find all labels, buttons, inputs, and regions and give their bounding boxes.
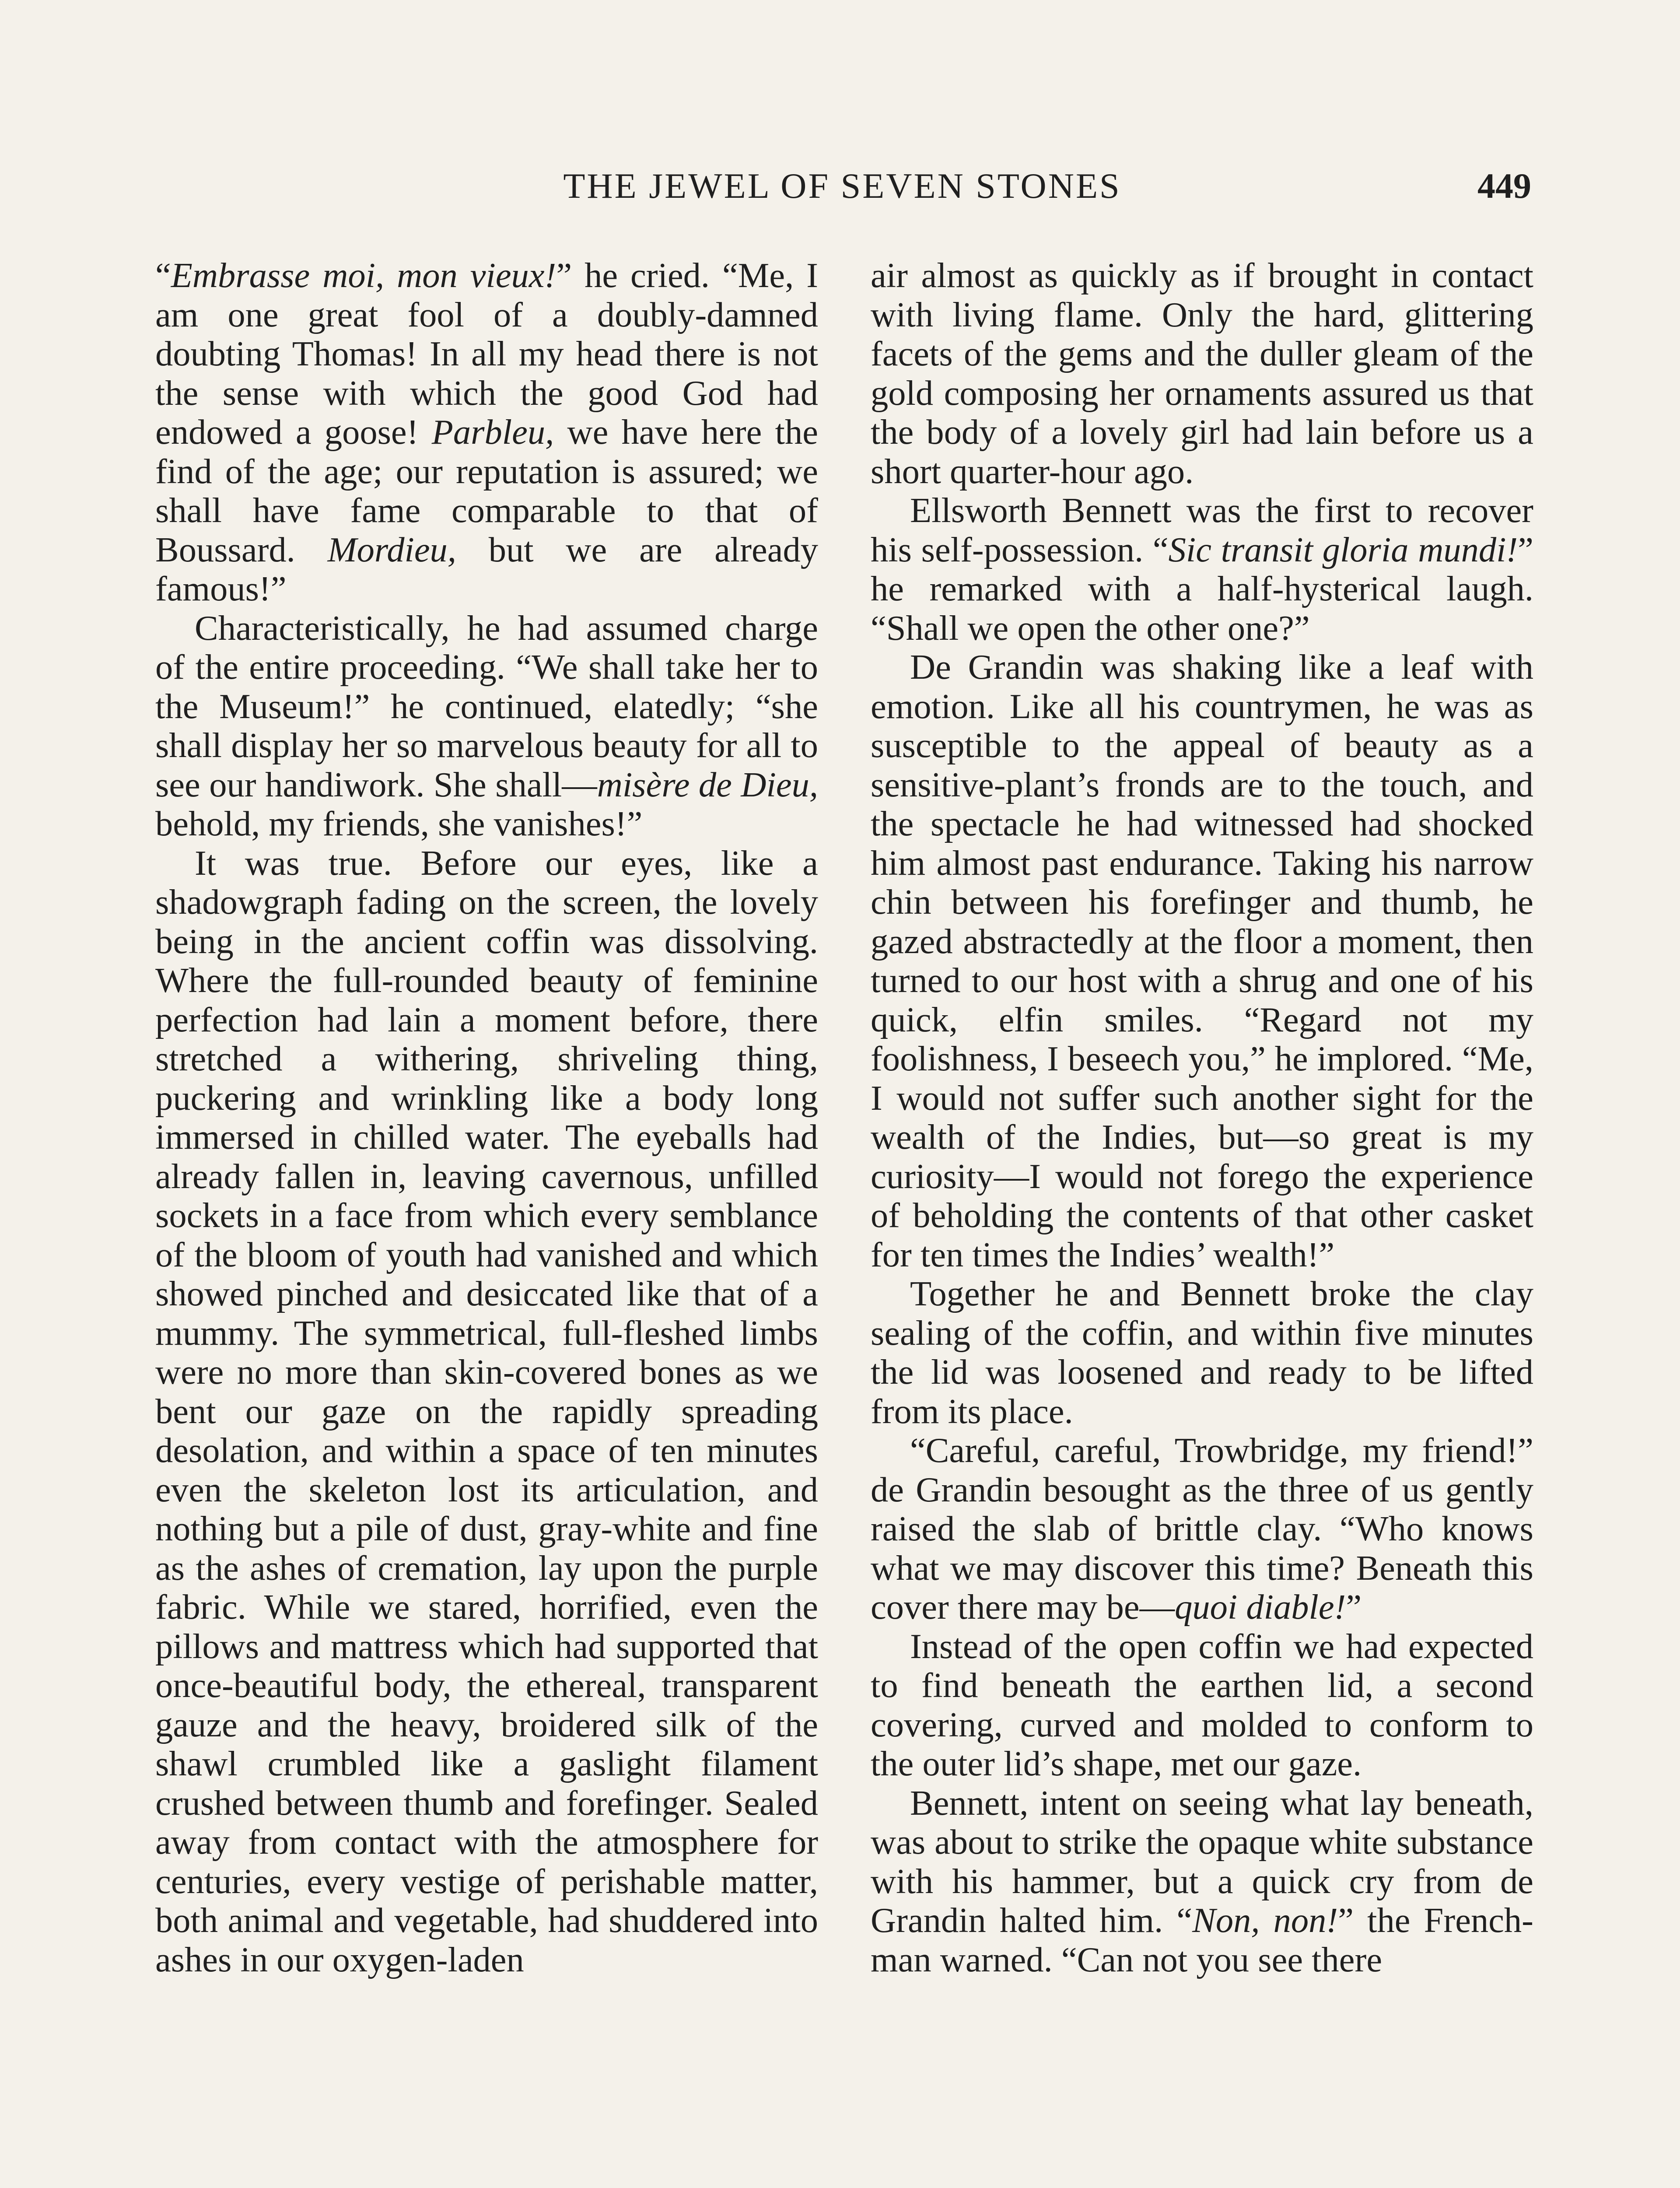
- right-text-column: [871, 256, 1533, 1979]
- italic-phrase: quoi diable!: [1175, 1588, 1346, 1627]
- italic-phrase: Non, non!: [1192, 1901, 1338, 1940]
- running-title: THE JEWEL OF SEVEN STONES: [563, 166, 1121, 206]
- paragraph: De Grandin was shaking like a leaf with emotion. Like all his countrymen, he was as susceptible to the appeal of beauty as a sensitive-plant’s fronds are to the touch, and the spectacle he had witnessed had shocked him almost past endurance. Taking his narrow chin between his forefinger and thumb, he gazed abstractedly at the floor a moment, then turned to our host with a shrug and one of his quick, elfin smiles. “Regard not my foolishness, I beseech you,” he implored. “Me, I would not suffer such another sight for the wealth of the Indies, but—so great is my curiosity—I would not forego the experience of beholding the contents of that other casket for ten times the Indies’ wealth!”: [871, 648, 1533, 1274]
- paragraph: Bennett, intent on seeing what lay beneath, was about to strike the opaque white substance with his hammer, but a quick cry from de Grandin halted him. “Non, non!” the Frenchman warned. “Can not you see there: [871, 1783, 1533, 1979]
- paragraph: Instead of the open coffin we had expected to find beneath the earthen lid, a second covering, curved and molded to conform to the outer lid’s shape, met our gaze.: [871, 1627, 1533, 1783]
- left-text-column: [155, 256, 818, 1979]
- paragraph: “Embrasse moi, mon vieux!” he cried. “Me, I am one great fool of a doubly-damned doubting Thomas! In all my head there is not the sense with which the good God had endowed a goose! Parbleu, we have here the find of the age; our reputation is assured; we shall have fame comparable to that of Boussard. Mordieu, but we are already famous!”: [155, 256, 819, 608]
- paragraph: Ellsworth Bennett was the first to recover his self-possession. “Sic transit gloria mundi!” he remarked with a half-hysterical laugh. “Shall we open the other one?”: [871, 491, 1533, 648]
- paragraph: Together he and Bennett broke the clay sealing of the coffin, and within five minutes the lid was loosened and ready to be lifted from its place.: [871, 1274, 1533, 1431]
- page-number: 449: [1477, 166, 1531, 206]
- italic-phrase: Sic transit gloria mundi!: [1168, 530, 1518, 569]
- paragraph: air almost as quickly as if brought in contact with living flame. Only the hard, glittering facets of the gems and the duller gleam of the gold composing her ornaments assured us that the body of a lovely girl had lain before us a short quarter-hour ago.: [871, 256, 1533, 491]
- italic-phrase: Parbleu,: [431, 413, 554, 452]
- paragraph: Characteristically, he had assumed charge of the entire proceeding. “We shall take her to the Museum!” he continued, elatedly; “she shall display her so marvelous beauty for all to see our handiwork. She shall—misère de Dieu, behold, my friends, she vanishes!”: [155, 608, 819, 843]
- paragraph: It was true. Before our eyes, like a shadowgraph fading on the screen, the lovely being in the ancient coffin was dissolving. Where the full-rounded beauty of feminine perfection had lain a moment before, there stretched a withering, shriveling thing, puckering and wrinkling like a body long immersed in chilled water. The eyeballs had already fallen in, leaving cavernous, unfilled sockets in a face from which every semblance of the bloom of youth had vanished and which showed pinched and desiccated like that of a mummy. The symmetrical, full-fleshed limbs were no more than skin-covered bones as we bent our gaze on the rapidly spreading desolation, and within a space of ten minutes even the skeleton lost its articulation, and nothing but a pile of dust, gray-white and fine as the ashes of cremation, lay upon the purple fabric. While we stared, horrified, even the pillows and mattress which had supported that once-beautiful body, the ethereal, transparent gauze and the heavy, broidered silk of the shawl crumbled like a gaslight filament crushed between thumb and forefinger. Sealed away from contact with the atmosphere for centuries, every vestige of perishable matter, both animal and vegetable, had shuddered into ashes in our oxygen-laden: [155, 843, 818, 1979]
- italic-phrase: Mordieu,: [327, 530, 456, 569]
- italic-phrase: misère de Dieu,: [597, 765, 819, 804]
- page-header: [153, 162, 1531, 210]
- paragraph: “Careful, careful, Trowbridge, my friend!” de Grandin besought as the three of us gently raised the slab of brittle clay. “Who knows what we may discover this time? Beneath this cover there may be—quoi diable!”: [871, 1431, 1533, 1627]
- italic-phrase: Embrasse moi, mon vieux!: [171, 256, 556, 295]
